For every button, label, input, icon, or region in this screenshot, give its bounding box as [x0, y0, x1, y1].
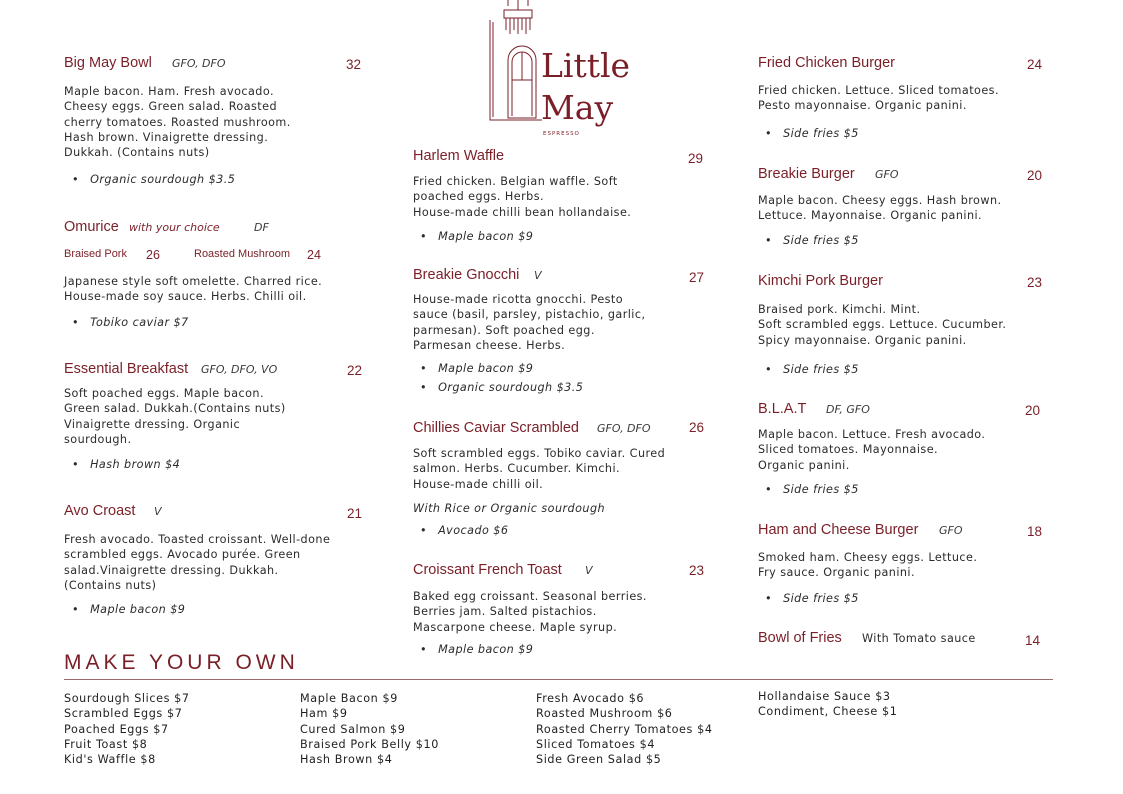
list-item: Poached Eggs $7 [64, 722, 169, 736]
dish-tag: GFO [939, 524, 963, 537]
list-item: Ham $9 [300, 707, 348, 721]
dish-subtitle: with your choice [129, 221, 220, 234]
dish-price: 27 [689, 270, 705, 285]
make-your-own-column-2 [300, 691, 439, 767]
dish-price: 21 [347, 506, 363, 521]
dish-title: Fried Chicken Burger [758, 55, 895, 71]
dish-addon: • Maple bacon $9 [420, 643, 533, 656]
dish-title: B.L.A.T [758, 401, 807, 417]
dish-title: Harlem Waffle [413, 148, 505, 164]
dish-description: Maple bacon. Ham. Fresh avocado. Cheesy eggs. Green salad. Roasted cherry tomatoes. Roasted mushroom. Hash brown. Vinaigrette dressing. Dukkah. (Contains nuts) [64, 85, 291, 160]
dish-title: Bowl of Fries [758, 630, 842, 646]
list-item: Hollandaise Sauce $3 [758, 690, 891, 703]
list-item: Roasted Cherry Tomatoes $4 [536, 722, 713, 736]
dish-addon: • Side fries $5 [765, 234, 859, 247]
dish-addon: • Side fries $5 [765, 127, 859, 140]
dish-tag: GFO [875, 168, 899, 181]
dish-addon: • Side fries $5 [765, 592, 859, 605]
dish-price: 32 [346, 57, 362, 72]
dish-title: Chillies Caviar Scrambled [413, 420, 579, 436]
dish-addon: • Side fries $5 [765, 483, 859, 496]
dish-price: 23 [1027, 275, 1043, 290]
dish-title: Ham and Cheese Burger [758, 522, 919, 538]
dish-description: Soft poached eggs. Maple bacon. Green salad. Dukkah.(Contains nuts) Vinaigrette dressing. Organic sourdough. [64, 387, 286, 446]
dish-addon: • Hash brown $4 [72, 458, 180, 471]
dish-title: Avo Croast [64, 503, 136, 519]
dish-description: Smoked ham. Cheesy eggs. Lettuce. Fry sauce. Organic panini. [758, 551, 978, 580]
dish-tag: GFO, DFO [597, 422, 651, 435]
dish-title: Breakie Burger [758, 166, 855, 182]
list-item: Roasted Mushroom $6 [536, 707, 673, 721]
dish-description: Fried chicken. Lettuce. Sliced tomatoes. Pesto mayonnaise. Organic panini. [758, 84, 999, 113]
dish-description: Fried chicken. Belgian waffle. Soft poached eggs. Herbs. House-made chilli bean hollandaise. [413, 175, 632, 219]
dish-price: 20 [1025, 403, 1041, 418]
dish-price: 22 [347, 363, 363, 378]
make-your-own-column-3 [536, 691, 713, 767]
list-item: Side Green Salad $5 [536, 753, 662, 767]
dish-price: 20 [1027, 168, 1043, 183]
list-item: Braised Pork Belly $10 [300, 737, 439, 751]
option-price: 24 [307, 248, 321, 262]
dish-addon: • Side fries $5 [765, 363, 859, 376]
list-item: Sourdough Slices $7 [64, 692, 190, 705]
dish-title: Kimchi Pork Burger [758, 273, 883, 289]
dish-description: Japanese style soft omelette. Charred rice. House-made soy sauce. Herbs. Chilli oil. [64, 275, 323, 304]
dish-price: 23 [689, 563, 705, 578]
dish-tag: DF [254, 221, 269, 234]
dish-addon: • Tobiko caviar $7 [72, 316, 189, 329]
list-item: Fruit Toast $8 [64, 737, 148, 751]
dish-description: Soft scrambled eggs. Tobiko caviar. Cured salmon. Herbs. Cucumber. Kimchi. House-made chilli oil. [413, 447, 666, 491]
dish-description: Braised pork. Kimchi. Mint. Soft scrambled eggs. Lettuce. Cucumber. Spicy mayonnaise. Organic panini. [758, 303, 1007, 347]
dish-addon: • Organic sourdough $3.5 [72, 173, 235, 186]
option-label: Braised Pork [64, 248, 127, 260]
option-price: 26 [146, 248, 160, 262]
section-heading: MAKE YOUR OWN [64, 651, 299, 674]
dish-addon: • Maple bacon $9 [420, 362, 533, 375]
dish-addon: • Maple bacon $9 [72, 603, 185, 616]
dish-price: 24 [1027, 57, 1043, 72]
dish-addon: • Organic sourdough $3.5 [420, 381, 583, 394]
dish-description: Maple bacon. Lettuce. Fresh avocado. Sliced tomatoes. Mayonnaise. Organic panini. [758, 428, 986, 472]
logo-name-line2: May [541, 88, 614, 127]
list-item: Sliced Tomatoes $4 [536, 737, 656, 751]
dish-note: With Rice or Organic sourdough [413, 502, 606, 515]
dish-description: Baked egg croissant. Seasonal berries. Berries jam. Salted pistachios. Mascarpone cheese. Maple syrup. [413, 590, 647, 634]
dish-price: 26 [689, 420, 705, 435]
dish-title: Omurice [64, 219, 119, 235]
list-item: Hash Brown $4 [300, 753, 393, 767]
dish-tag: GFO, DFO [172, 57, 226, 70]
dish-subtitle: With Tomato sauce [862, 632, 976, 645]
dish-description: House-made ricotta gnocchi. Pesto sauce (basil, parsley, pistachio, garlic, parmesan). Soft poached egg. Parmesan cheese. Herbs. [413, 293, 646, 352]
dish-tag: V [154, 505, 162, 518]
make-your-own-column-1 [64, 691, 190, 767]
dish-tag: V [534, 269, 542, 282]
list-item: Kid's Waffle $8 [64, 753, 156, 767]
logo-door-icon [488, 0, 548, 125]
list-item: Condiment, Cheese $1 [758, 705, 898, 719]
dish-addon: • Avocado $6 [420, 524, 508, 537]
dish-price: 29 [688, 151, 704, 166]
logo-name-line1: Little [541, 46, 631, 85]
list-item: Cured Salmon $9 [300, 722, 406, 736]
dish-addon: • Maple bacon $9 [420, 230, 533, 243]
dish-title: Big May Bowl [64, 55, 152, 71]
dish-description: Maple bacon. Cheesy eggs. Hash brown. Lettuce. Mayonnaise. Organic panini. [758, 194, 1002, 223]
make-your-own-column-4 [758, 689, 898, 720]
dish-tag: GFO, DFO, VO [201, 363, 278, 376]
option-label: Roasted Mushroom [194, 248, 290, 260]
dish-tag: V [585, 564, 593, 577]
dish-title: Croissant French Toast [413, 562, 562, 578]
dish-title: Essential Breakfast [64, 361, 189, 377]
dish-tag: DF, GFO [826, 403, 870, 416]
dish-title: Breakie Gnocchi [413, 267, 520, 283]
dish-price: 18 [1027, 524, 1043, 539]
dish-price: 14 [1025, 633, 1041, 648]
divider [64, 679, 1053, 680]
dish-description: Fresh avocado. Toasted croissant. Well-done scrambled eggs. Avocado purée. Green salad.Vinaigrette dressing. Dukkah. (Contains nuts) [64, 533, 331, 592]
logo-subtitle: ESPRESSO [543, 131, 580, 137]
list-item: Fresh Avocado $6 [536, 692, 645, 705]
list-item: Maple Bacon $9 [300, 692, 398, 705]
list-item: Scrambled Eggs $7 [64, 707, 183, 721]
